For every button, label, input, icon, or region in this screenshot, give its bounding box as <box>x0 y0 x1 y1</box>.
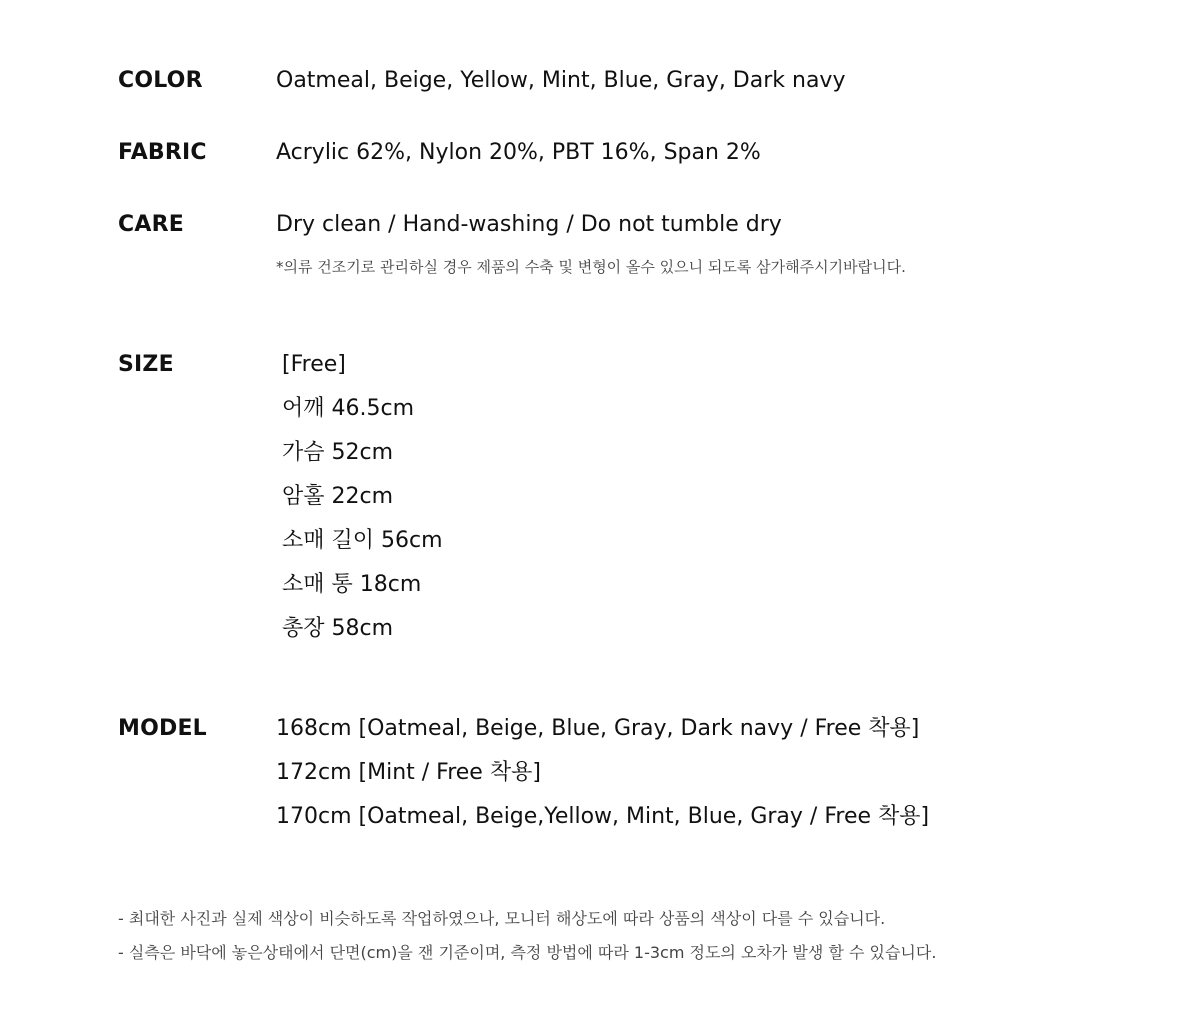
care-note: *의류 건조기로 관리하실 경우 제품의 수축 및 변형이 올수 있으니 되도록 삼가해주시기바랍니다. <box>276 258 906 276</box>
care-label: CARE <box>118 212 184 237</box>
model-list <box>276 714 929 846</box>
model-line: 172cm [Mint / Free 착용] <box>276 760 541 785</box>
size-list <box>282 350 443 658</box>
model-line: 168cm [Oatmeal, Beige, Blue, Gray, Dark navy / Free 착용] <box>276 716 920 741</box>
size-line: 어깨 46.5cm <box>282 396 415 421</box>
footer-note: - 최대한 사진과 실제 색상이 비슷하도록 작업하였으나, 모니터 해상도에 따라 상품의 색상이 다를 수 있습니다. <box>118 909 886 928</box>
model-line: 170cm [Oatmeal, Beige,Yellow, Mint, Blue, Gray / Free 착용] <box>276 804 930 829</box>
footer-note: - 실측은 바닥에 놓은상태에서 단면(cm)을 잰 기준이며, 측정 방법에 따라 1-3cm 정도의 오차가 발생 할 수 있습니다. <box>118 943 937 962</box>
size-label: SIZE <box>118 352 174 377</box>
color-label: COLOR <box>118 68 203 93</box>
fabric-label: FABRIC <box>118 140 207 165</box>
size-line: 총장 58cm <box>282 616 394 641</box>
model-label: MODEL <box>118 716 207 741</box>
size-line: 암홀 22cm <box>282 484 394 509</box>
size-line: [Free] <box>282 352 346 377</box>
footer-notes <box>118 908 936 976</box>
size-line: 소매 통 18cm <box>282 572 422 597</box>
size-line: 소매 길이 56cm <box>282 528 443 553</box>
size-line: 가슴 52cm <box>282 440 394 465</box>
color-value: Oatmeal, Beige, Yellow, Mint, Blue, Gray, Dark navy <box>276 68 846 93</box>
fabric-value: Acrylic 62%, Nylon 20%, PBT 16%, Span 2% <box>276 140 761 165</box>
care-value: Dry clean / Hand-washing / Do not tumble dry <box>276 212 782 237</box>
